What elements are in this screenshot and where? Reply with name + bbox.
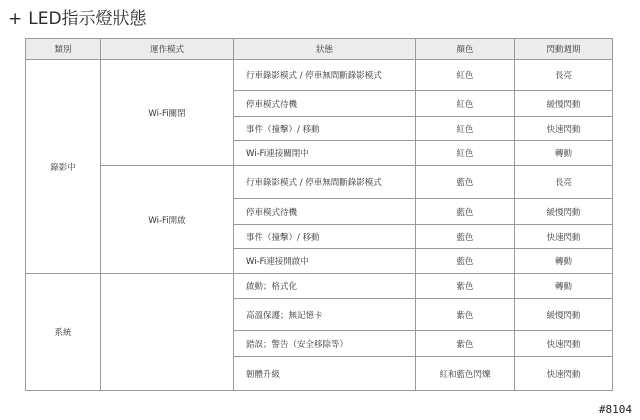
color-cell: 紅色 bbox=[416, 141, 515, 166]
blink-cell: 快速閃動 bbox=[515, 331, 613, 357]
state-cell: 高溫保護；無記憶卡 bbox=[234, 299, 416, 331]
blink-cell: 快速閃動 bbox=[515, 117, 613, 141]
blink-cell: 長亮 bbox=[515, 60, 613, 91]
state-cell: Wi-Fi連接關閉中 bbox=[234, 141, 416, 166]
led-status-table bbox=[25, 38, 613, 391]
table-row bbox=[26, 60, 613, 91]
header-mode: 運作模式 bbox=[101, 39, 234, 60]
color-cell: 紅和藍色閃爍 bbox=[416, 357, 515, 391]
page-heading bbox=[8, 4, 147, 29]
table-header-row bbox=[26, 39, 613, 60]
blink-cell: 轉動 bbox=[515, 249, 613, 274]
color-cell: 紫色 bbox=[416, 299, 515, 331]
color-cell: 藍色 bbox=[416, 199, 515, 225]
blink-cell: 快速閃動 bbox=[515, 225, 613, 249]
header-color: 顏色 bbox=[416, 39, 515, 60]
color-cell: 藍色 bbox=[416, 249, 515, 274]
blink-cell: 轉動 bbox=[515, 274, 613, 299]
blink-cell: 快速閃動 bbox=[515, 357, 613, 391]
state-cell: 行車錄影模式 / 停車無間斷錄影模式 bbox=[234, 166, 416, 199]
header-state: 狀態 bbox=[234, 39, 416, 60]
mode-wifi-on: Wi-Fi開啟 bbox=[101, 166, 234, 274]
blink-cell: 緩慢閃動 bbox=[515, 299, 613, 331]
heading-title: LED指示燈狀態 bbox=[28, 9, 147, 29]
state-cell: 韌體升級 bbox=[234, 357, 416, 391]
blink-cell: 轉動 bbox=[515, 141, 613, 166]
blink-cell: 緩慢閃動 bbox=[515, 91, 613, 117]
mode-system-empty bbox=[101, 274, 234, 391]
color-cell: 藍色 bbox=[416, 166, 515, 199]
color-cell: 紅色 bbox=[416, 60, 515, 91]
table-row bbox=[26, 274, 613, 299]
plus-icon: + bbox=[8, 9, 23, 29]
color-cell: 紅色 bbox=[416, 91, 515, 117]
color-cell: 紅色 bbox=[416, 117, 515, 141]
blink-cell: 緩慢閃動 bbox=[515, 199, 613, 225]
table-row bbox=[26, 166, 613, 199]
blink-cell: 長亮 bbox=[515, 166, 613, 199]
state-cell: 停車模式待機 bbox=[234, 91, 416, 117]
state-cell: 行車錄影模式 / 停車無間斷錄影模式 bbox=[234, 60, 416, 91]
color-cell: 藍色 bbox=[416, 225, 515, 249]
state-cell: 錯誤；警告（安全移除等） bbox=[234, 331, 416, 357]
image-watermark: #8104 bbox=[598, 403, 632, 416]
color-cell: 紫色 bbox=[416, 331, 515, 357]
header-category: 類別 bbox=[26, 39, 101, 60]
state-cell: 事件（撞擊）/ 移動 bbox=[234, 117, 416, 141]
header-blink: 閃動週期 bbox=[515, 39, 613, 60]
state-cell: Wi-Fi連接開啟中 bbox=[234, 249, 416, 274]
state-cell: 啟動；格式化 bbox=[234, 274, 416, 299]
category-system: 系統 bbox=[26, 274, 101, 391]
mode-wifi-off: Wi-Fi關閉 bbox=[101, 60, 234, 166]
category-recording: 錄影中 bbox=[26, 60, 101, 274]
color-cell: 紫色 bbox=[416, 274, 515, 299]
state-cell: 停車模式待機 bbox=[234, 199, 416, 225]
state-cell: 事件（撞擊）/ 移動 bbox=[234, 225, 416, 249]
